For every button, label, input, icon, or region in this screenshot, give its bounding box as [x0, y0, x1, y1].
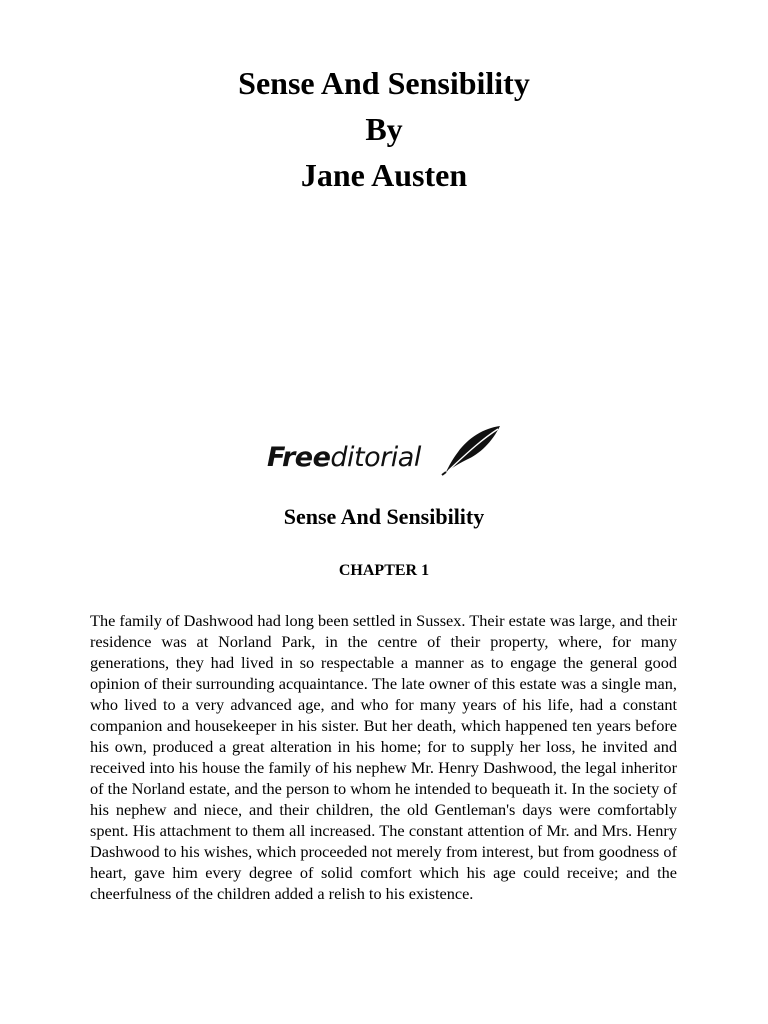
title-by: By: [365, 111, 403, 147]
chapter-heading: CHAPTER 1: [338, 562, 430, 579]
publisher-logo: [264, 424, 504, 478]
logo-wordmark-light: ditorial: [330, 442, 421, 473]
feather-icon: [440, 424, 502, 476]
logo-wordmark-bold: Free: [267, 442, 331, 473]
book-title: Sense And Sensibility: [238, 65, 530, 101]
logo-wordmark: [267, 442, 421, 473]
author-name: Jane Austen: [300, 157, 468, 193]
section-title: Sense And Sensibility: [283, 504, 485, 529]
chapter-paragraph: The family of Dashwood had long been settled in Sussex. Their estate was large, and their residence was at Norland Park, in the centre of their property, where, for many generations, they had lived in so respectable a manner as to engage the general good opinion of their surrounding acquaintance. The late owner of this estate was a single man, who lived to a very advanced age, and who for many years of his life, had a constant companion and housekeeper in his sister. But her death, which happened ten years before his own, produced a great alteration in his home; for to supply her loss, he invited and received into his house the family of his nephew Mr. Henry Dashwood, the legal inheritor of the Norland estate, and the person to whom he intended to bequeath it. In the society of his nephew and niece, and their children, the old Gentleman's days were comfortably spent. His attachment to them all increased. The constant attention of Mr. and Mrs. Henry Dashwood to his wishes, which proceeded not merely from interest, but from goodness of heart, gave him every degree of solid comfort which his age could receive; and the cheerfulness of the children added a relish to his existence.: [90, 611, 677, 903]
book-title-block: [0, 60, 768, 198]
